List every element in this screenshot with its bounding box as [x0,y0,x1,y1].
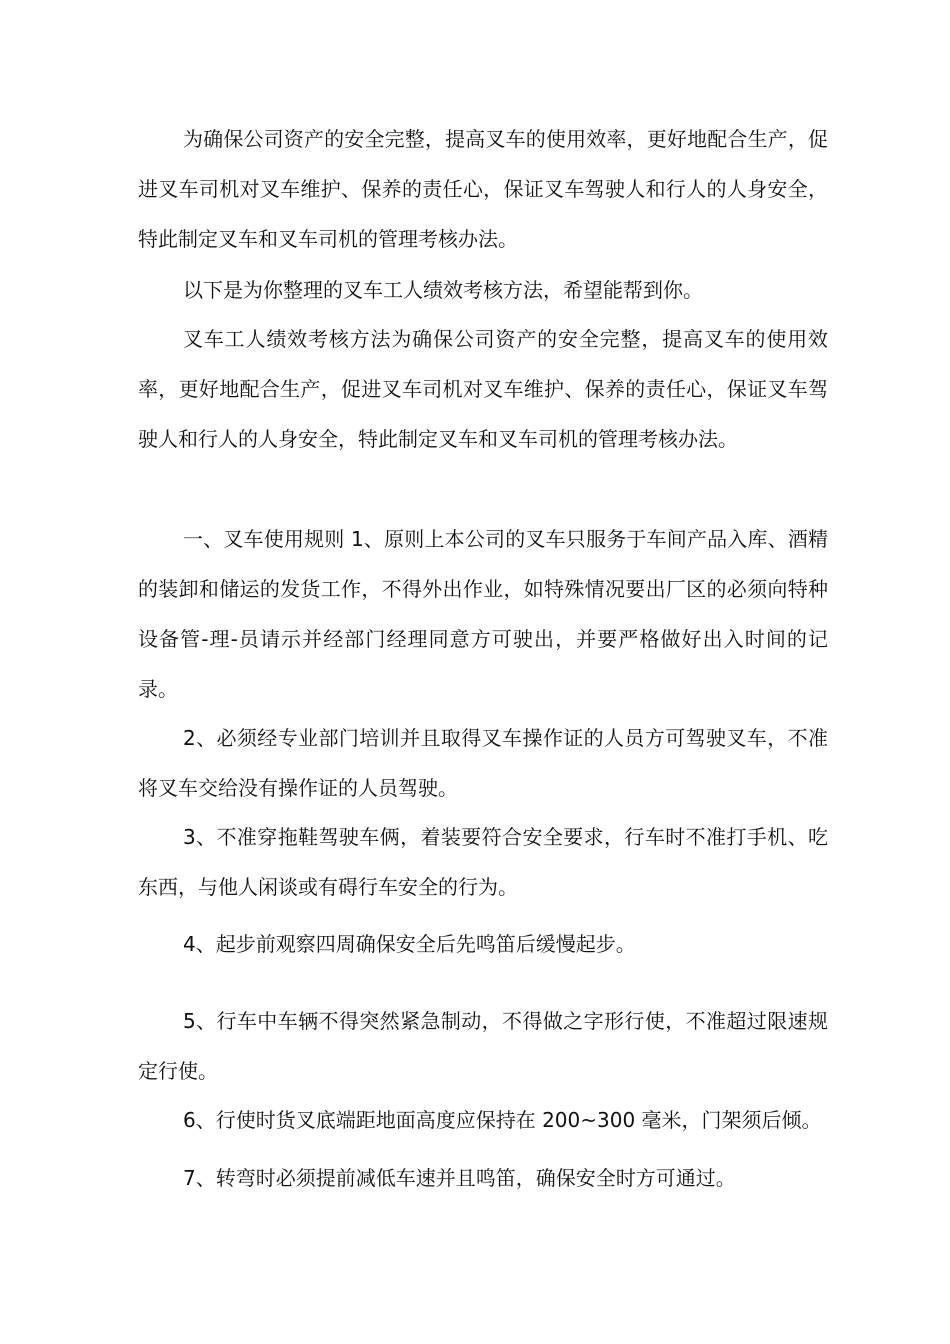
paragraph-intro: 为确保公司资产的安全完整，提高叉车的使用效率，更好地配合生产，促进叉车司机对叉车维护、保养的责任心，保证叉车驾驶人和行人的人身安全，特此制定叉车和叉车司机的管理考核办法。 [138,127,828,251]
paragraph-rule-4: 4、起步前观察四周确保安全后先鸣笛后缓慢起步。 [183,932,636,956]
paragraph-rule-2: 2、必须经专业部门培训并且取得叉车操作证的人员方可驾驶叉车，不准将叉车交给没有操作证的人员驾驶。 [138,726,828,800]
paragraph-rule-3: 3、不准穿拖鞋驾驶车俩，着装要符合安全要求，行车时不准打手机、吃东西，与他人闲谈或有碍行车安全的行为。 [138,825,828,899]
paragraph-rule-7: 7、转弯时必须提前减低车速并且鸣笛，确保安全时方可通过。 [183,1166,736,1190]
paragraph-method: 叉车工人绩效考核方法为确保公司资产的安全完整，提高叉车的使用效率，更好地配合生产，促进叉车司机对叉车维护、保养的责任心，保证叉车驾驶人和行人的人身安全，特此制定叉车和叉车司机的管理考核办法。 [138,327,828,451]
paragraph-rule-1: 一、叉车使用规则 1、原则上本公司的叉车只服务于车间产品入库、酒精的装卸和储运的发货工作，不得外出作业，如特殊情况要出厂区的必须向特种设备管-理-员请示并经部门经理同意方可驶出，并要严格做好出入时间的记录。 [138,527,828,701]
paragraph-rule-6: 6、行使时货叉底端距地面高度应保持在 200~300 毫米，门架须后倾。 [183,1108,822,1132]
paragraph-rule-5: 5、行车中车辆不得突然紧急制动，不得做之字形行使，不准超过限速规定行使。 [138,1009,828,1083]
paragraph-summary: 以下是为你整理的叉车工人绩效考核方法，希望能帮到你。 [183,278,703,302]
